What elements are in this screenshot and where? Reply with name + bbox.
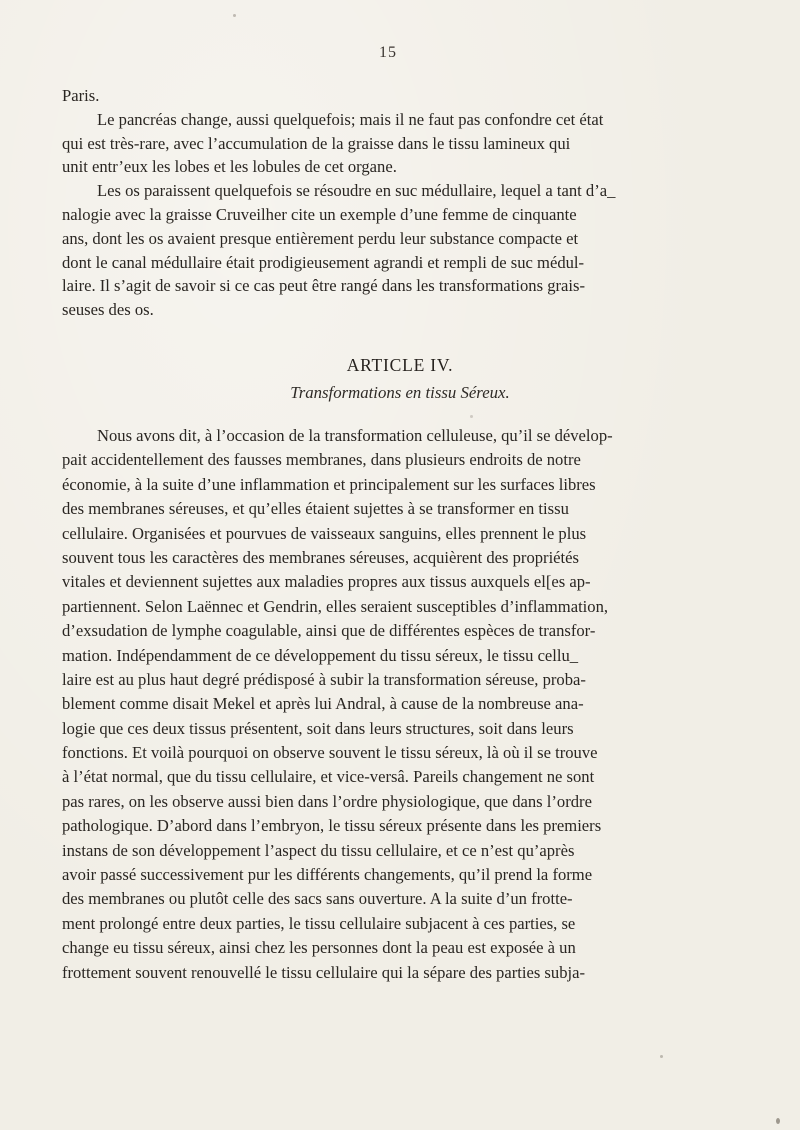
text-line: logie que ces deux tissus présentent, soit dans leurs structures, soit dans leurs bbox=[62, 718, 574, 738]
text-line: cellulaire. Organisées et pourvues de vaisseaux sanguins, elles prennent le plus bbox=[62, 523, 587, 543]
text-line: souvent tous les caractères des membranes séreuses, acquièrent des propriétés bbox=[62, 547, 579, 567]
article-heading: ARTICLE IV. bbox=[346, 355, 454, 375]
text-line: qui est très-rare, avec l’accumulation de la graisse dans le tissu lamineux qui bbox=[62, 133, 571, 153]
text-section-two bbox=[62, 424, 756, 985]
text-line: pathologique. D’abord dans l’embryon, le tissu séreux présente dans les premiers bbox=[62, 816, 602, 836]
text-line: seuses des os. bbox=[62, 300, 154, 320]
text-line: partiennent. Selon Laënnec et Gendrin, elles seraient susceptibles d’inflammation, bbox=[62, 596, 609, 616]
text-section-one bbox=[62, 84, 756, 322]
text-line: instans de son développement l’aspect du tissu cellulaire, et ce n’est qu’après bbox=[62, 840, 575, 860]
text-line: ans, dont les os avaient presque entièrement perdu leur substance compacte et bbox=[62, 228, 579, 248]
text-line: économie, à la suite d’une inflammation et principalement sur les surfaces libres bbox=[62, 474, 596, 494]
text-line: Le pancréas change, aussi quelquefois; mais il ne faut pas confondre cet état bbox=[97, 109, 604, 129]
page-number: 15 bbox=[379, 44, 397, 61]
text-line: Paris. bbox=[62, 86, 100, 105]
text-line: nalogie avec la graisse Cruveilher cite un exemple d’une femme de cinquante bbox=[62, 204, 577, 224]
text-line: change eu tissu séreux, ainsi chez les personnes dont la peau est exposée à un bbox=[62, 938, 576, 958]
paper-speck bbox=[233, 14, 236, 17]
text-line: ment prolongé entre deux parties, le tissu cellulaire subjacent à ces parties, se bbox=[62, 913, 576, 933]
paper-speck bbox=[470, 415, 473, 418]
text-line: pait accidentellement des fausses membranes, dans plusieurs endroits de notre bbox=[62, 450, 581, 470]
text-line: blement comme disait Mekel et après lui Andral, à cause de la nombreuse ana- bbox=[62, 694, 584, 714]
text-line: des membranes ou plutôt celle des sacs sans ouverture. A la suite d’un frotte- bbox=[62, 889, 573, 909]
text-line: laire est au plus haut degré prédisposé à subir la transformation séreuse, proba- bbox=[62, 669, 586, 689]
text-line: frottement souvent renouvellé le tissu cellulaire qui la sépare des parties subja- bbox=[62, 962, 585, 982]
text-line: laire. Il s’agit de savoir si ce cas peut être rangé dans les transformations grais- bbox=[62, 276, 585, 296]
article-subheading: Transformations en tissu Séreux. bbox=[290, 383, 510, 402]
text-line: des membranes séreuses, et qu’elles étaient sujettes à se transformer en tissu bbox=[62, 499, 569, 519]
text-line: unit entr’eux les lobes et les lobules de cet organe. bbox=[62, 157, 397, 177]
text-line: Nous avons dit, à l’occasion de la transformation celluleuse, qu’il se dévelop- bbox=[97, 426, 613, 445]
text-line: d’exsudation de lymphe coagulable, ainsi que de différentes espèces de transfor- bbox=[62, 621, 596, 641]
text-line: Les os paraissent quelquefois se résoudre en suc médullaire, lequel a tant d’a_ bbox=[97, 181, 616, 201]
text-line: vitales et deviennent sujettes aux maladies propres aux tissus auxquels el[es ap- bbox=[62, 572, 591, 592]
text-line: à l’état normal, que du tissu cellulaire, et vice-versâ. Pareils changement ne sont bbox=[62, 767, 595, 787]
text-line: pas rares, on les observe aussi bien dans l’ordre physiologique, que dans l’ordre bbox=[62, 791, 592, 811]
text-line: dont le canal médullaire était prodigieusement agrandi et rempli de suc médul- bbox=[62, 252, 585, 272]
text-line: fonctions. Et voilà pourquoi on observe souvent le tissu séreux, là où il se trouve bbox=[62, 743, 598, 763]
paper-speck bbox=[776, 1118, 780, 1124]
text-line: avoir passé successivement pur les différents changements, qu’il prend la forme bbox=[62, 865, 593, 885]
text-line: mation. Indépendamment de ce développement du tissu séreux, le tissu cellu_ bbox=[62, 645, 579, 665]
paper-speck bbox=[660, 1055, 663, 1058]
